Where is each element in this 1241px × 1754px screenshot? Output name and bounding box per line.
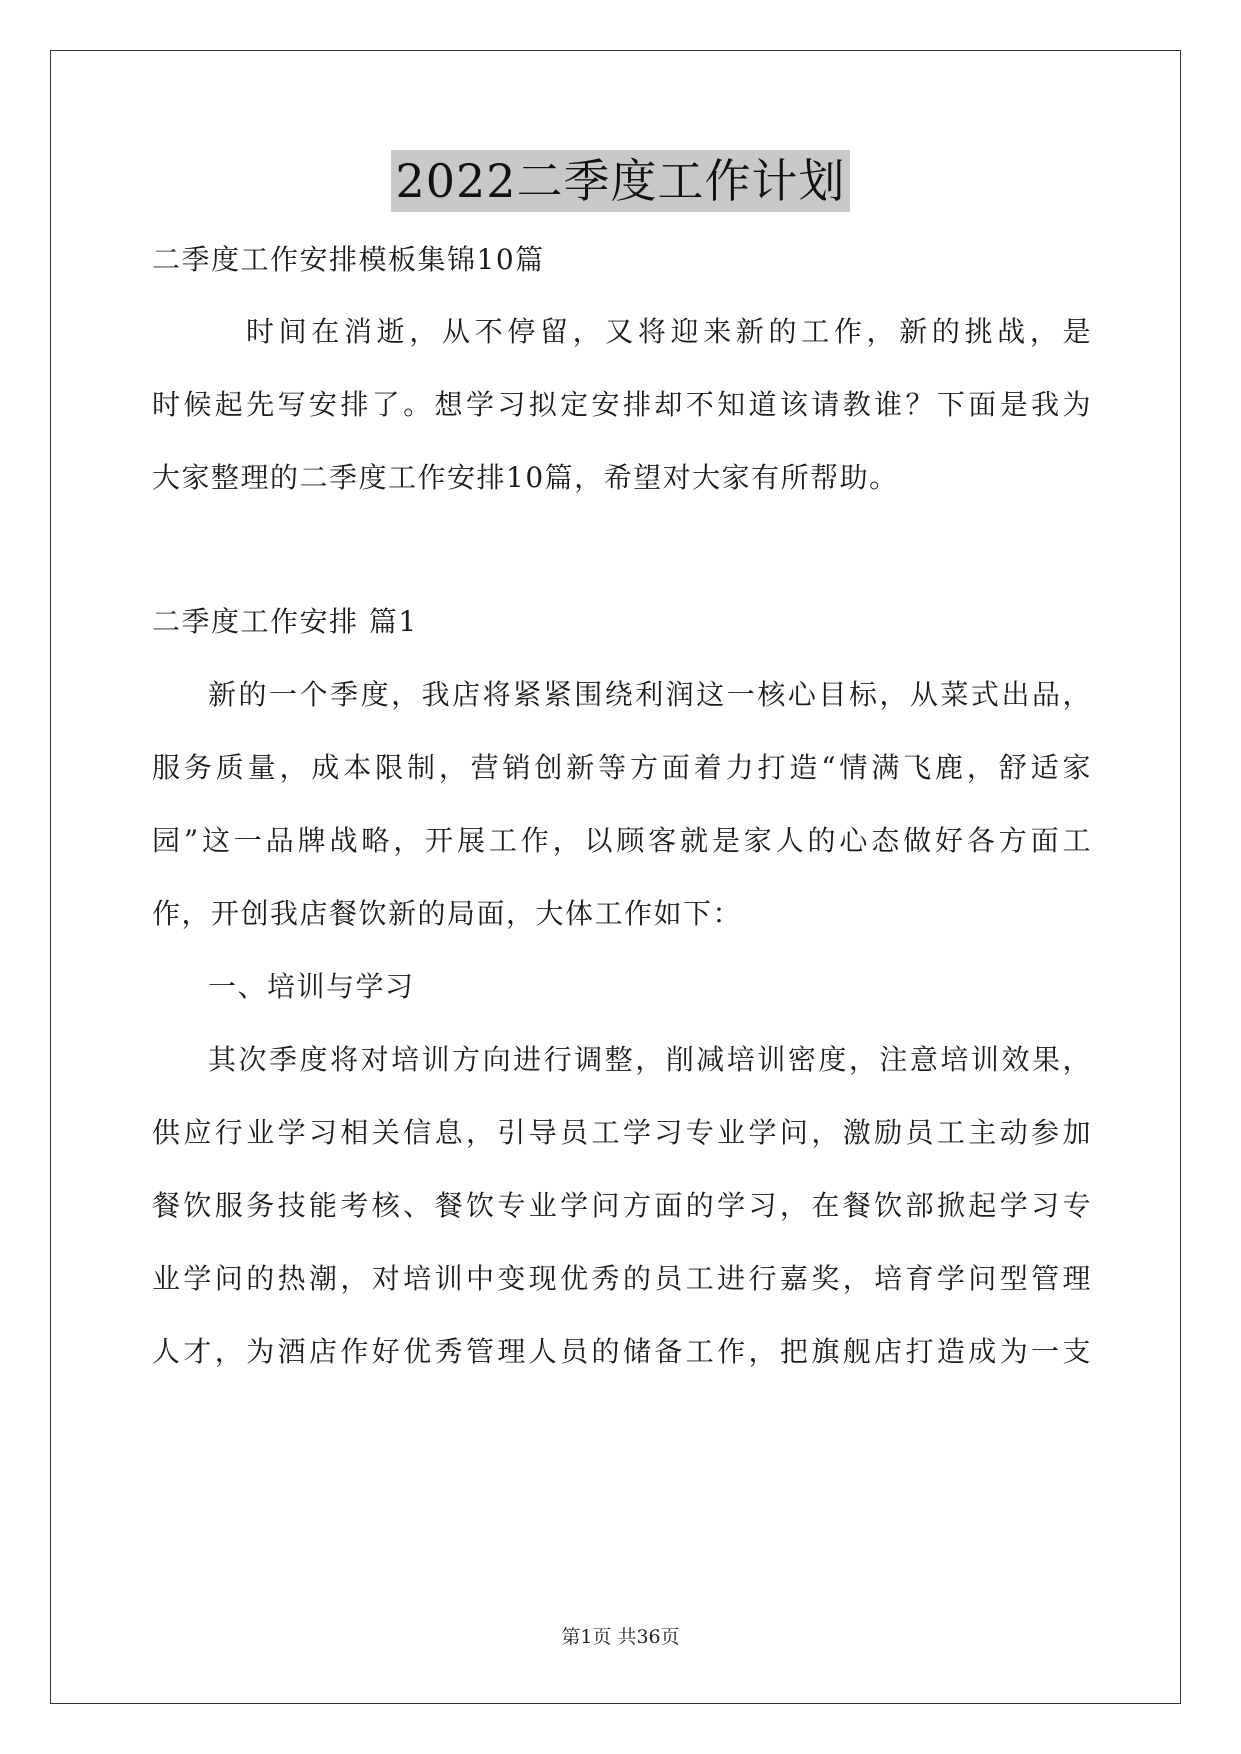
paragraph-line: 时间在消逝，从不停留，又将迎来新的工作，新的挑战，是 — [246, 315, 1092, 348]
page-border — [50, 50, 1181, 1704]
paragraph-line: 新的一个季度，我店将紧紧围绕利润这一核心目标，从菜式出品， — [208, 678, 1092, 711]
paragraph-line: 作，开创我店餐饮新的局面，大体工作如下： — [152, 897, 743, 930]
paragraph-line: 业学问的热潮，对培训中变现优秀的员工进行嘉奖，培育学问型管理 — [152, 1262, 1092, 1295]
paragraph-line: 时候起先写安排了。想学习拟定安排却不知道该请教谁？下面是我为 — [152, 388, 1092, 421]
subsection-heading: 一、培训与学习 — [208, 970, 415, 1003]
paragraph-line: 餐饮服务技能考核、餐饮专业学问方面的学习，在餐饮部掀起学习专 — [152, 1189, 1092, 1222]
section-heading: 二季度工作安排 篇1 — [152, 605, 418, 638]
subtitle-line: 二季度工作安排模板集锦10篇 — [152, 243, 545, 276]
paragraph-line: 供应行业学习相关信息，引导员工学习专业学问，激励员工主动参加 — [152, 1116, 1092, 1149]
page-footer: 第1页 共36页 — [561, 1626, 680, 1648]
paragraph-line: 人才，为酒店作好优秀管理人员的储备工作，把旗舰店打造成为一支 — [152, 1335, 1092, 1368]
paragraph-line: 服务质量，成本限制，营销创新等方面着力打造“情满飞鹿，舒适家 — [152, 751, 1092, 784]
document-title: 2022二季度工作计划 — [391, 150, 849, 212]
paragraph-line: 其次季度将对培训方向进行调整，削减培训密度，注意培训效果， — [208, 1043, 1092, 1076]
paragraph-line: 大家整理的二季度工作安排10篇，希望对大家有所帮助。 — [152, 461, 899, 494]
paragraph-line: 园”这一品牌战略，开展工作，以顾客就是家人的心态做好各方面工 — [152, 824, 1092, 857]
title-container — [0, 150, 1241, 212]
